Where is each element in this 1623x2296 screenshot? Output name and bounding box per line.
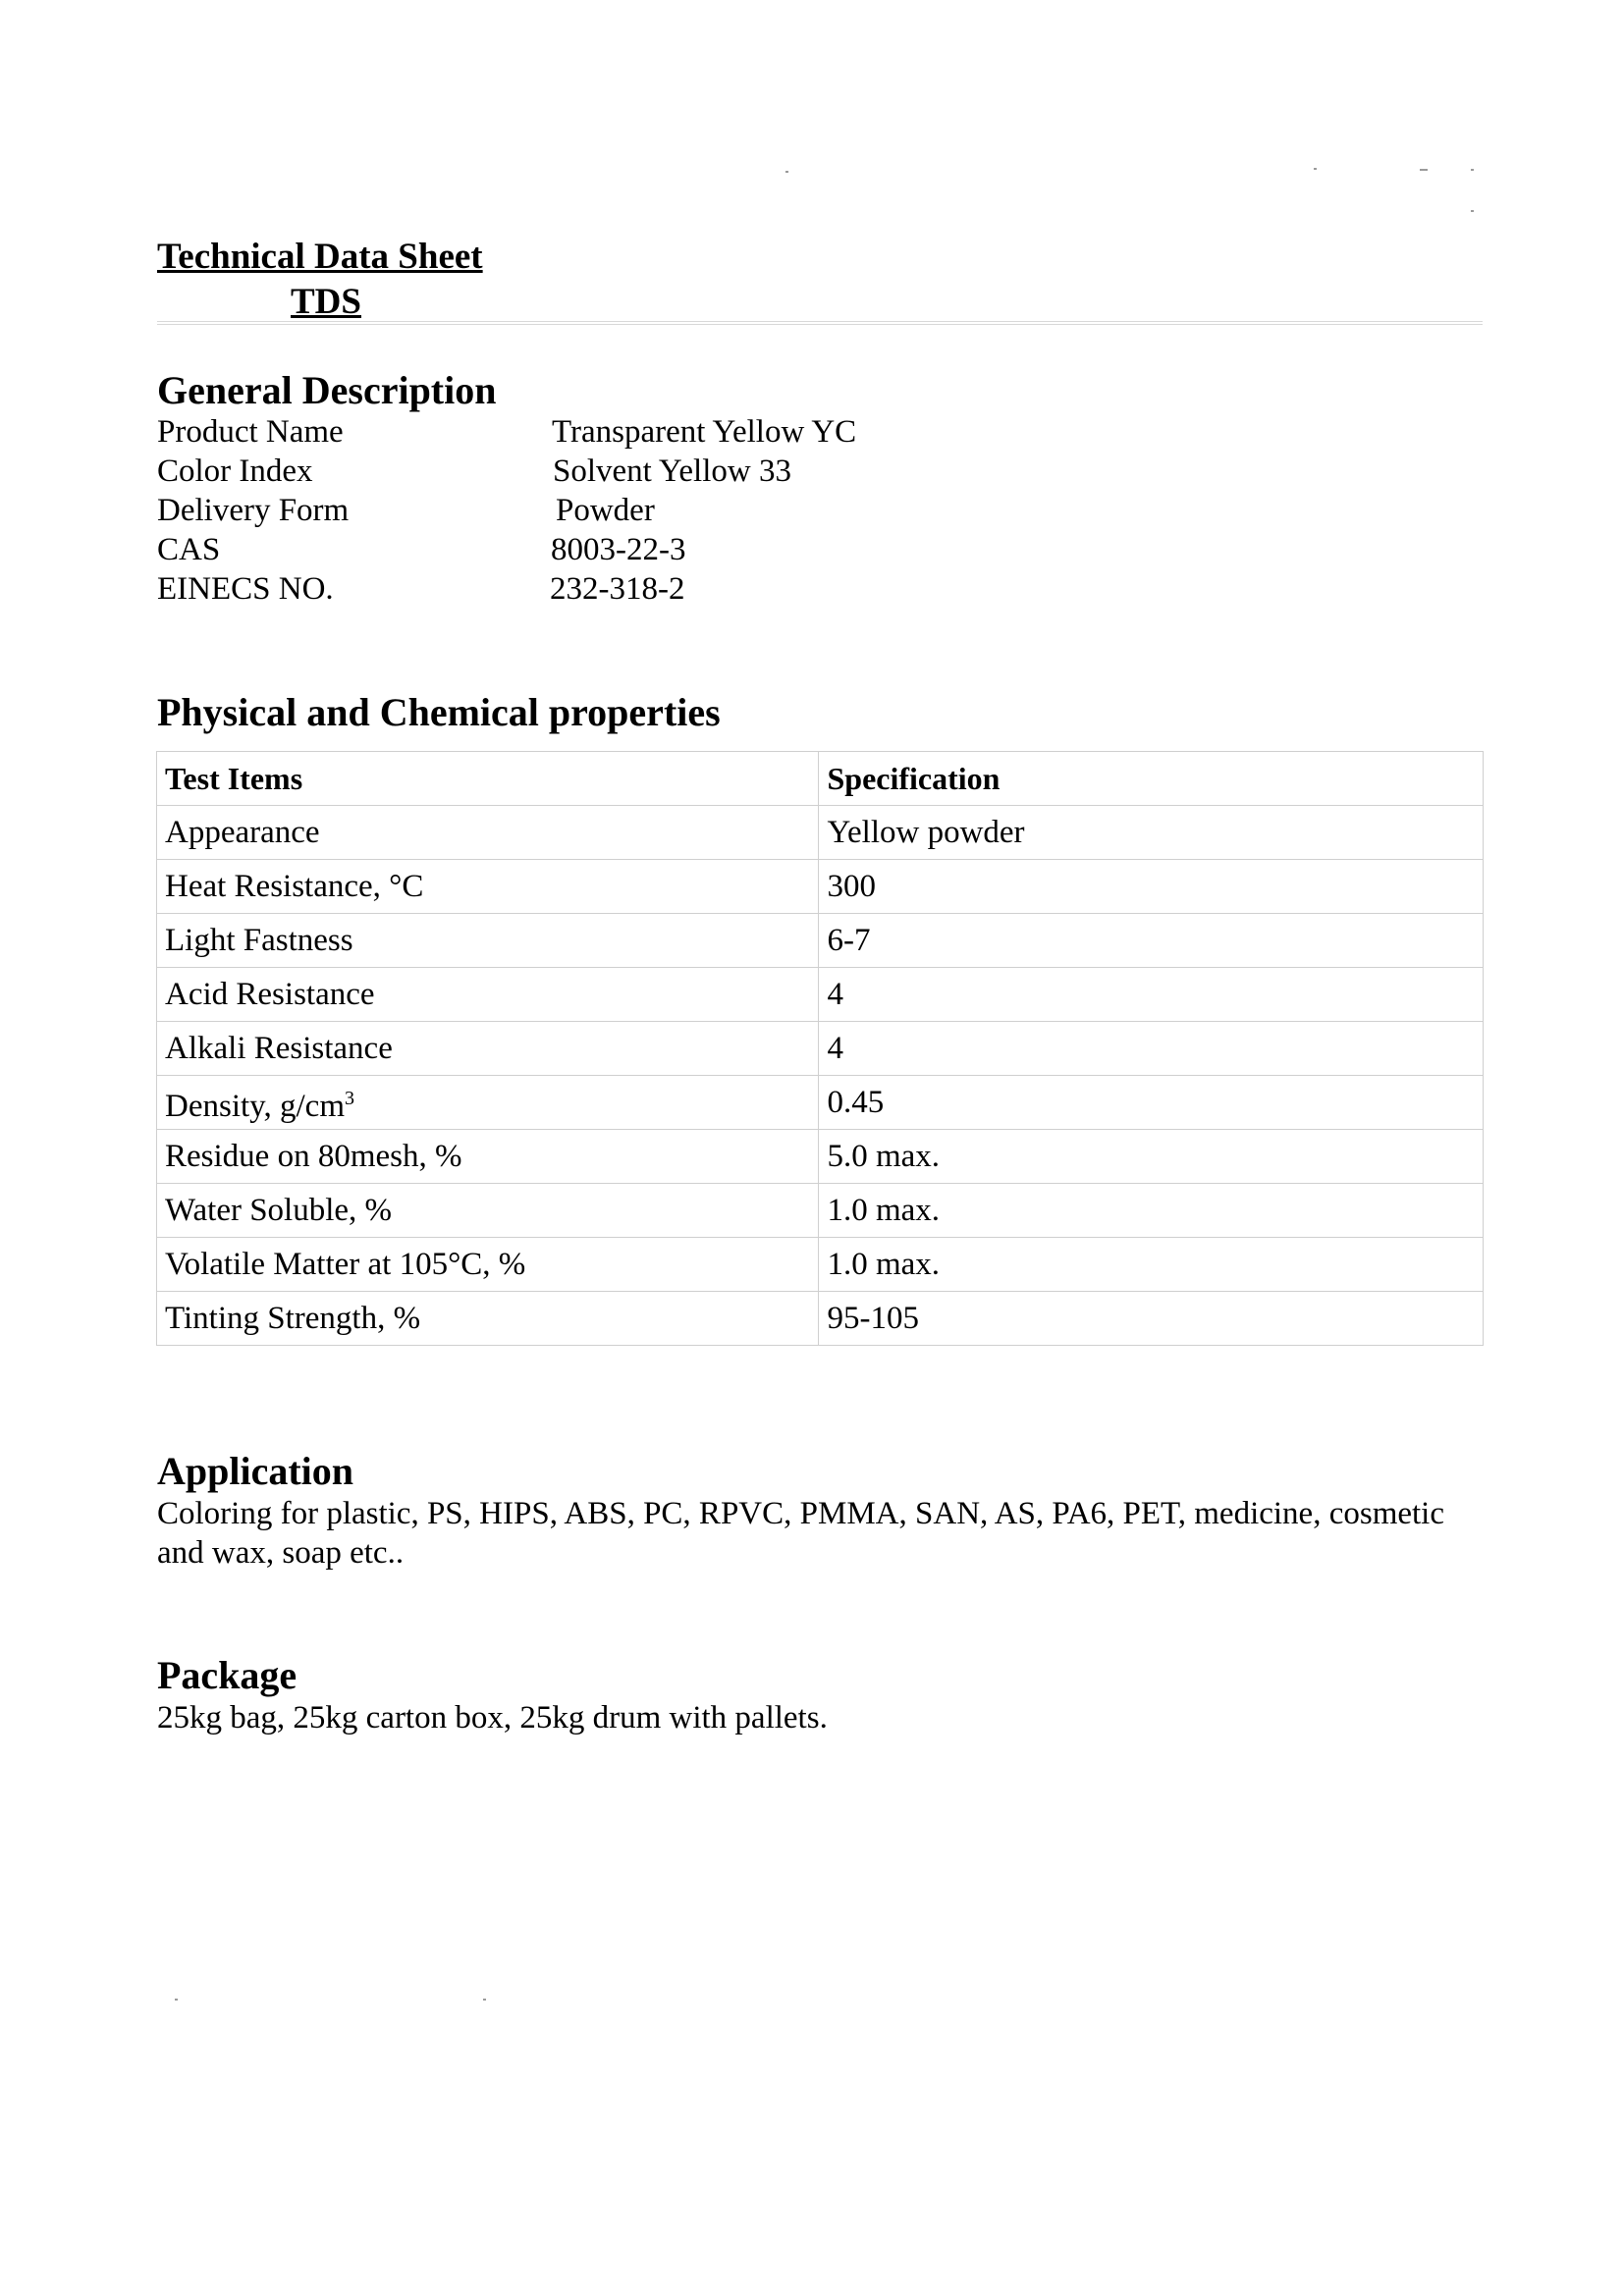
specification-cell: 6-7 (819, 914, 1484, 968)
scan-speck (1314, 168, 1317, 170)
description-row-delivery-form (157, 491, 1139, 530)
specification-cell: 1.0 max. (819, 1184, 1484, 1238)
description-row-cas (157, 530, 1139, 569)
superscript-exponent: 3 (345, 1088, 354, 1109)
test-item-cell-density (157, 1076, 819, 1130)
description-value: 8003-22-3 (551, 532, 686, 567)
scan-speck (175, 1999, 178, 2001)
scan-speck (1420, 169, 1428, 171)
table-header-row (157, 752, 1484, 806)
application-text-line-2: and wax, soap etc.. (157, 1535, 405, 1571)
test-item-cell: Tinting Strength, % (157, 1292, 819, 1346)
description-row-product-name (157, 412, 1139, 452)
table-row (157, 1076, 1484, 1130)
specification-cell: 95-105 (819, 1292, 1484, 1346)
general-description-heading: General Description (157, 368, 497, 412)
test-item-cell: Residue on 80mesh, % (157, 1130, 819, 1184)
title-divider (157, 321, 1483, 325)
description-value: Powder (556, 493, 655, 528)
description-label: Delivery Form (157, 493, 350, 528)
properties-heading: Physical and Chemical properties (157, 690, 721, 734)
description-row-color-index (157, 452, 1139, 491)
specification-cell: 4 (819, 968, 1484, 1022)
description-label: Color Index (157, 454, 313, 489)
description-label: Product Name (157, 414, 344, 450)
test-item-cell: Light Fastness (157, 914, 819, 968)
description-row-einecs (157, 569, 1139, 609)
document-subtitle: TDS (291, 282, 361, 322)
specification-cell: 300 (819, 860, 1484, 914)
description-value: 232-318-2 (550, 571, 685, 607)
table-row (157, 1184, 1484, 1238)
test-item-cell: Alkali Resistance (157, 1022, 819, 1076)
table-row (157, 1292, 1484, 1346)
document-title: Technical Data Sheet (157, 237, 483, 277)
scan-speck (483, 1999, 486, 2001)
table-row (157, 806, 1484, 860)
description-label: EINECS NO. (157, 571, 334, 607)
column-header-specification: Specification (819, 752, 1484, 806)
test-item-cell: Water Soluble, % (157, 1184, 819, 1238)
specification-cell: 1.0 max. (819, 1238, 1484, 1292)
specification-cell: 5.0 max. (819, 1130, 1484, 1184)
table-row (157, 1022, 1484, 1076)
application-heading: Application (157, 1449, 354, 1493)
test-item-cell: Appearance (157, 806, 819, 860)
test-item-cell: Acid Resistance (157, 968, 819, 1022)
scan-speck (785, 171, 788, 173)
scan-speck (1471, 169, 1474, 171)
description-label: CAS (157, 532, 221, 567)
column-header-test-items: Test Items (157, 752, 819, 806)
table-row (157, 914, 1484, 968)
table-row (157, 1130, 1484, 1184)
specification-cell: Yellow powder (819, 806, 1484, 860)
test-item-text: Density, g/cm (165, 1089, 345, 1124)
properties-table (156, 751, 1484, 1346)
specification-cell: 4 (819, 1022, 1484, 1076)
scan-speck (1471, 210, 1474, 212)
description-value: Transparent Yellow YC (552, 414, 857, 450)
description-value: Solvent Yellow 33 (553, 454, 791, 489)
package-text: 25kg bag, 25kg carton box, 25kg drum with pallets. (157, 1700, 828, 1735)
table-row (157, 968, 1484, 1022)
test-item-cell: Volatile Matter at 105°C, % (157, 1238, 819, 1292)
table-row (157, 1238, 1484, 1292)
package-heading: Package (157, 1653, 298, 1697)
table-row (157, 860, 1484, 914)
application-text-line-1: Coloring for plastic, PS, HIPS, ABS, PC, RPVC, PMMA, SAN, AS, PA6, PET, medicine, cosmetic (157, 1496, 1444, 1531)
test-item-cell: Heat Resistance, °C (157, 860, 819, 914)
specification-cell: 0.45 (819, 1076, 1484, 1130)
